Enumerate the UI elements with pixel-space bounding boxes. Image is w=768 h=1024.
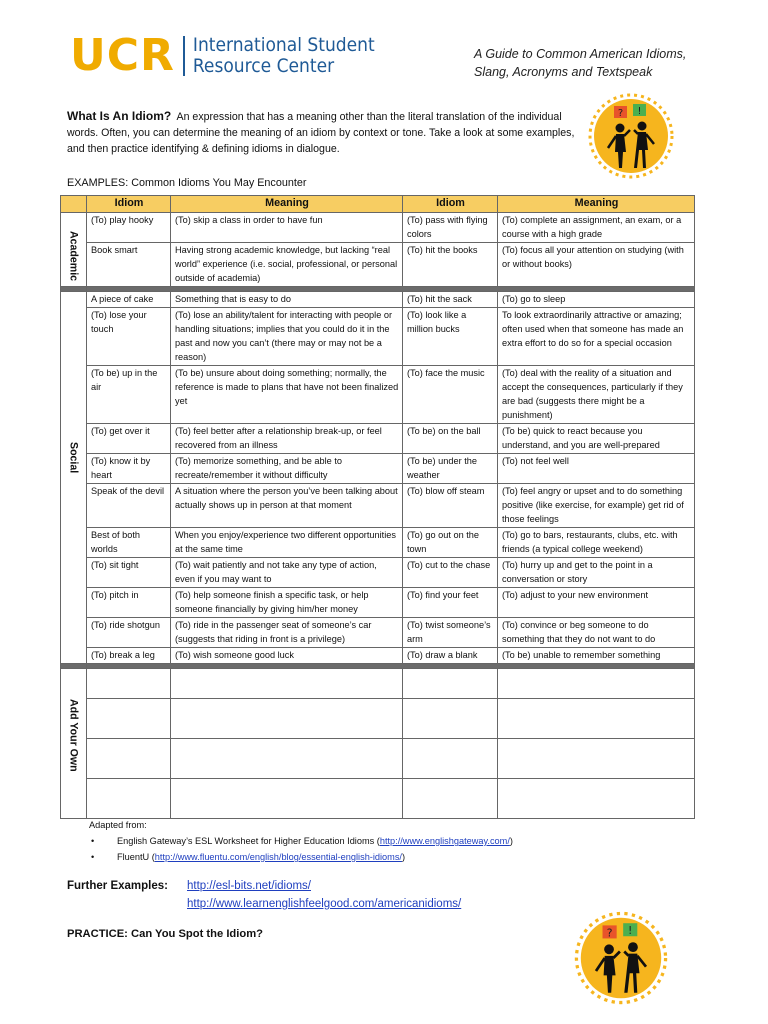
- conversation-badge-icon: [574, 908, 668, 1008]
- idiom-cell: (To) pass with flying colors: [403, 213, 498, 243]
- table-row: [61, 243, 695, 287]
- meaning-cell: (To) complete an assignment, an exam, or a course with a high grade: [498, 213, 695, 243]
- section-label-cell: [61, 669, 87, 819]
- meaning-cell: (To) wish someone good luck: [171, 648, 403, 664]
- adapted-label: Adapted from:: [89, 820, 147, 830]
- meaning-cell: (To be) quick to react because you understand, and you are well-prepared: [498, 424, 695, 454]
- idiom-cell: (To) blow off steam: [403, 484, 498, 528]
- intro-paragraph: [67, 108, 587, 157]
- logo-ucr-text: UCR: [70, 30, 175, 81]
- idiom-cell: (To) find your feet: [403, 588, 498, 618]
- source-end: ): [401, 852, 406, 862]
- intro-title: What Is An Idiom?: [67, 109, 172, 123]
- meaning-cell: (To) skip a class in order to have fun: [171, 213, 403, 243]
- source-item: [117, 833, 513, 849]
- idiom-cell: (To) hit the books: [403, 243, 498, 287]
- meaning-cell: (To) lose an ability/talent for interacting with people or handling situations; implies that you could do it in the past and now you can’t (there may or may not be a reason): [171, 308, 403, 366]
- table-row: [61, 558, 695, 588]
- blank-cell[interactable]: [87, 779, 171, 819]
- examples-heading: EXAMPLES: Common Idioms You May Encounter: [67, 177, 307, 189]
- blank-cell[interactable]: [171, 669, 403, 699]
- idiom-cell: (To) ride shotgun: [87, 618, 171, 648]
- blank-cell[interactable]: [403, 669, 498, 699]
- idiom-cell: A piece of cake: [87, 292, 171, 308]
- svg-text:!: !: [628, 924, 633, 938]
- conversation-badge-icon: [588, 90, 674, 182]
- svg-text:!: !: [637, 106, 642, 117]
- blank-cell[interactable]: [498, 669, 695, 699]
- section-label-cell: [61, 213, 87, 287]
- table-row: [61, 292, 695, 308]
- idiom-cell: Best of both worlds: [87, 528, 171, 558]
- meaning-cell: (To be) unsure about doing something; normally, the reference is made to plans that have not been finalized yet: [171, 366, 403, 424]
- idioms-table: [60, 195, 695, 819]
- meaning-cell: (To) adjust to your new environment: [498, 588, 695, 618]
- idiom-cell: (To be) up in the air: [87, 366, 171, 424]
- meaning-cell: (To) go to sleep: [498, 292, 695, 308]
- header-meaning: Meaning: [498, 196, 695, 213]
- table-row: [61, 484, 695, 528]
- meaning-cell: (To) not feel well: [498, 454, 695, 484]
- meaning-cell: Having strong academic knowledge, but lacking “real world” experience (i.e. social, professional, or personal outside of academia): [171, 243, 403, 287]
- adapted-from: [89, 817, 513, 865]
- further-examples: [67, 877, 461, 913]
- table-row: [61, 366, 695, 424]
- table-row: [61, 308, 695, 366]
- meaning-cell: (To be) unable to remember something: [498, 648, 695, 664]
- source-list: [89, 833, 513, 865]
- idiom-cell: (To) sit tight: [87, 558, 171, 588]
- meaning-cell: (To) feel angry or upset and to do something positive (like exercise, for example) get rid of those feelings: [498, 484, 695, 528]
- idiom-cell: (To) know it by heart: [87, 454, 171, 484]
- svg-text:?: ?: [606, 926, 613, 940]
- section-label: Academic: [67, 231, 80, 282]
- idiom-cell: (To be) under the weather: [403, 454, 498, 484]
- logo-line-2: Resource Center: [192, 55, 335, 77]
- empty-row: [61, 699, 695, 739]
- source-link[interactable]: http://www.englishgateway.com/: [379, 836, 510, 846]
- meaning-cell: To look extraordinarily attractive or amazing; often used when that someone has made an extra effort to do so for a special occasion: [498, 308, 695, 366]
- blank-cell[interactable]: [87, 699, 171, 739]
- idiom-cell: (To) hit the sack: [403, 292, 498, 308]
- header-meaning: Meaning: [171, 196, 403, 213]
- section-label-cell: [61, 292, 87, 664]
- empty-row: [61, 779, 695, 819]
- empty-row: [61, 669, 695, 699]
- source-end: ): [509, 836, 513, 846]
- meaning-cell: (To) convince or beg someone to do something that they do not want to do: [498, 618, 695, 648]
- meaning-cell: (To) ride in the passenger seat of someone’s car (suggests that riding in front is a privilege): [171, 618, 403, 648]
- meaning-cell: (To) memorize something, and be able to recreate/remember it without difficulty: [171, 454, 403, 484]
- blank-cell[interactable]: [498, 699, 695, 739]
- meaning-cell: (To) hurry up and get to the point in a conversation or story: [498, 558, 695, 588]
- table-row: [61, 648, 695, 664]
- idiom-cell: (To) look like a million bucks: [403, 308, 498, 366]
- blank-cell[interactable]: [171, 779, 403, 819]
- meaning-cell: (To) help someone finish a specific task, or help someone financially by giving him/her money: [171, 588, 403, 618]
- meaning-cell: Something that is easy to do: [171, 292, 403, 308]
- table-row: [61, 424, 695, 454]
- meaning-cell: A situation where the person you’ve been talking about actually shows up in person at that moment: [171, 484, 403, 528]
- empty-row: [61, 739, 695, 779]
- idiom-cell: (To) twist someone’s arm: [403, 618, 498, 648]
- blank-cell[interactable]: [403, 739, 498, 779]
- meaning-cell: (To) wait patiently and not take any type of action, even if you may want to: [171, 558, 403, 588]
- ucr-logo: [70, 30, 375, 81]
- blank-cell[interactable]: [87, 669, 171, 699]
- table-row: [61, 213, 695, 243]
- meaning-cell: (To) feel better after a relationship break-up, or feel recovered from an illness: [171, 424, 403, 454]
- practice-heading: PRACTICE: Can You Spot the Idiom?: [67, 928, 263, 940]
- table-header-row: [61, 196, 695, 213]
- logo-line-1: International Student: [192, 34, 375, 56]
- idiom-cell: (To) cut to the chase: [403, 558, 498, 588]
- section-label: Social: [67, 442, 80, 474]
- svg-text:?: ?: [617, 108, 624, 119]
- blank-cell[interactable]: [403, 779, 498, 819]
- idiom-cell: (To) lose your touch: [87, 308, 171, 366]
- idiom-cell: (To) go out on the town: [403, 528, 498, 558]
- source-item: [117, 849, 513, 865]
- logo-divider: [183, 36, 185, 76]
- idiom-cell: (To) draw a blank: [403, 648, 498, 664]
- source-text: FluentU (: [117, 852, 155, 862]
- subtitle-line-1: A Guide to Common American Idioms,: [474, 47, 687, 61]
- table-row: [61, 528, 695, 558]
- document-subtitle: [474, 45, 686, 81]
- idiom-cell: (To be) on the ball: [403, 424, 498, 454]
- blank-cell[interactable]: [498, 779, 695, 819]
- source-text: English Gateway’s ESL Worksheet for Higher Education Idioms (: [117, 836, 380, 846]
- idioms-table-body: [61, 196, 695, 819]
- intro-text: An expression that has a meaning other than the literal translation of the individual words. Often, you can determine the meaning of an idiom by context or tone. Take a look at some examples, and then practice identifying & defining idioms in dialogue.: [67, 111, 575, 155]
- blank-cell[interactable]: [498, 739, 695, 779]
- idiom-cell: (To) play hooky: [87, 213, 171, 243]
- meaning-cell: When you enjoy/experience two different opportunities at the same time: [171, 528, 403, 558]
- further-examples-label: Further Examples:: [67, 880, 168, 892]
- header-idiom: Idiom: [87, 196, 171, 213]
- idiom-cell: (To) face the music: [403, 366, 498, 424]
- table-row: [61, 588, 695, 618]
- idiom-cell: Speak of the devil: [87, 484, 171, 528]
- meaning-cell: (To) focus all your attention on studying (with or without books): [498, 243, 695, 287]
- blank-cell[interactable]: [87, 739, 171, 779]
- logo-org-name: [193, 35, 375, 77]
- blank-cell[interactable]: [171, 699, 403, 739]
- further-link[interactable]: http://www.learnenglishfeelgood.com/americanidioms/: [187, 898, 462, 910]
- idiom-cell: Book smart: [87, 243, 171, 287]
- meaning-cell: (To) deal with the reality of a situation and accept the consequences, particularly if they are bad (suggests there might be a punishment): [498, 366, 695, 424]
- idiom-cell: (To) get over it: [87, 424, 171, 454]
- source-link[interactable]: http://www.fluentu.com/english/blog/essential-english-idioms/: [154, 852, 402, 862]
- section-label: Add Your Own: [67, 699, 80, 772]
- blank-cell[interactable]: [171, 739, 403, 779]
- header-corner: [61, 196, 87, 213]
- blank-cell[interactable]: [403, 699, 498, 739]
- table-row: [61, 618, 695, 648]
- header-idiom: Idiom: [403, 196, 498, 213]
- further-link[interactable]: http://esl-bits.net/idioms/: [187, 880, 311, 892]
- idiom-cell: (To) break a leg: [87, 648, 171, 664]
- table-row: [61, 454, 695, 484]
- subtitle-line-2: Slang, Acronyms and Textspeak: [474, 65, 653, 79]
- meaning-cell: (To) go to bars, restaurants, clubs, etc. with friends (a typical college weekend): [498, 528, 695, 558]
- idiom-cell: (To) pitch in: [87, 588, 171, 618]
